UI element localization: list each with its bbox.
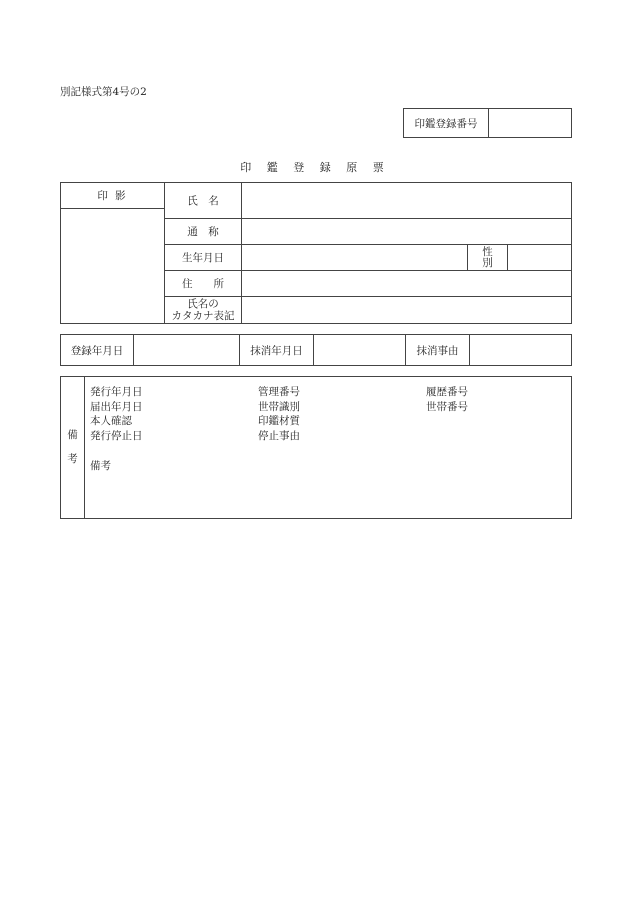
sex-label-line1: 性	[482, 245, 493, 258]
registration-number-label: 印鑑登録番号	[414, 117, 478, 130]
sex-label-line2: 別	[482, 256, 493, 269]
registration-number-box	[403, 108, 572, 138]
household-id-label: 世帯識別	[258, 400, 300, 413]
main-table	[60, 182, 572, 324]
remarks-side-label-2: 考	[67, 453, 78, 465]
cancel-date-label: 抹消年月日	[250, 344, 303, 357]
kana-label-line1: 氏名の	[187, 297, 219, 310]
form-title: 印 鑑 登 録 原 票	[240, 161, 390, 174]
sex-field[interactable]	[508, 245, 571, 270]
alias-field[interactable]	[242, 219, 571, 244]
notification-date-label: 届出年月日	[90, 400, 143, 413]
identity-check-label: 本人確認	[90, 415, 132, 427]
alias-label: 通 称	[187, 226, 219, 238]
form-number: 別記様式第4号の2	[60, 86, 147, 98]
management-number-label: 管理番号	[258, 386, 300, 398]
issue-date-label: 発行年月日	[90, 386, 143, 398]
kana-name-label	[165, 296, 241, 323]
cancel-date-field[interactable]	[314, 335, 405, 365]
remarks-note-label: 備考	[90, 460, 111, 472]
issue-suspension-date-label: 発行停止日	[90, 429, 143, 442]
remarks-col-3	[426, 385, 468, 414]
remarks-note-field[interactable]	[85, 475, 571, 518]
cancel-reason-field[interactable]	[470, 335, 571, 365]
address-label: 住 所	[182, 278, 224, 290]
sex-label	[468, 245, 507, 270]
remarks-col-1	[90, 385, 143, 443]
remarks-side-label-1: 備	[67, 429, 78, 441]
kana-name-field[interactable]	[242, 297, 571, 323]
cancel-reason-label: 抹消事由	[416, 344, 459, 357]
household-number-label: 世帯番号	[426, 400, 468, 413]
kana-label-line2: カタカナ表記	[171, 309, 235, 322]
dates-row	[60, 334, 572, 366]
history-number-label: 履歴番号	[426, 386, 468, 398]
registration-number-value[interactable]	[489, 109, 571, 137]
birth-date-label: 生年月日	[182, 252, 224, 264]
seal-impression-label: 印 影	[97, 190, 128, 202]
seal-material-label: 印鑑材質	[258, 415, 300, 427]
name-field[interactable]	[242, 183, 571, 218]
name-label: 氏 名	[187, 195, 219, 207]
registration-date-field[interactable]	[134, 335, 239, 365]
remarks-col-2	[258, 385, 300, 443]
suspension-reason-label: 停止事由	[258, 429, 300, 442]
remarks-box	[60, 376, 572, 519]
birth-date-field[interactable]	[242, 245, 467, 270]
registration-date-label: 登録年月日	[70, 344, 124, 357]
address-field[interactable]	[242, 271, 571, 296]
seal-impression-area[interactable]	[61, 209, 164, 323]
